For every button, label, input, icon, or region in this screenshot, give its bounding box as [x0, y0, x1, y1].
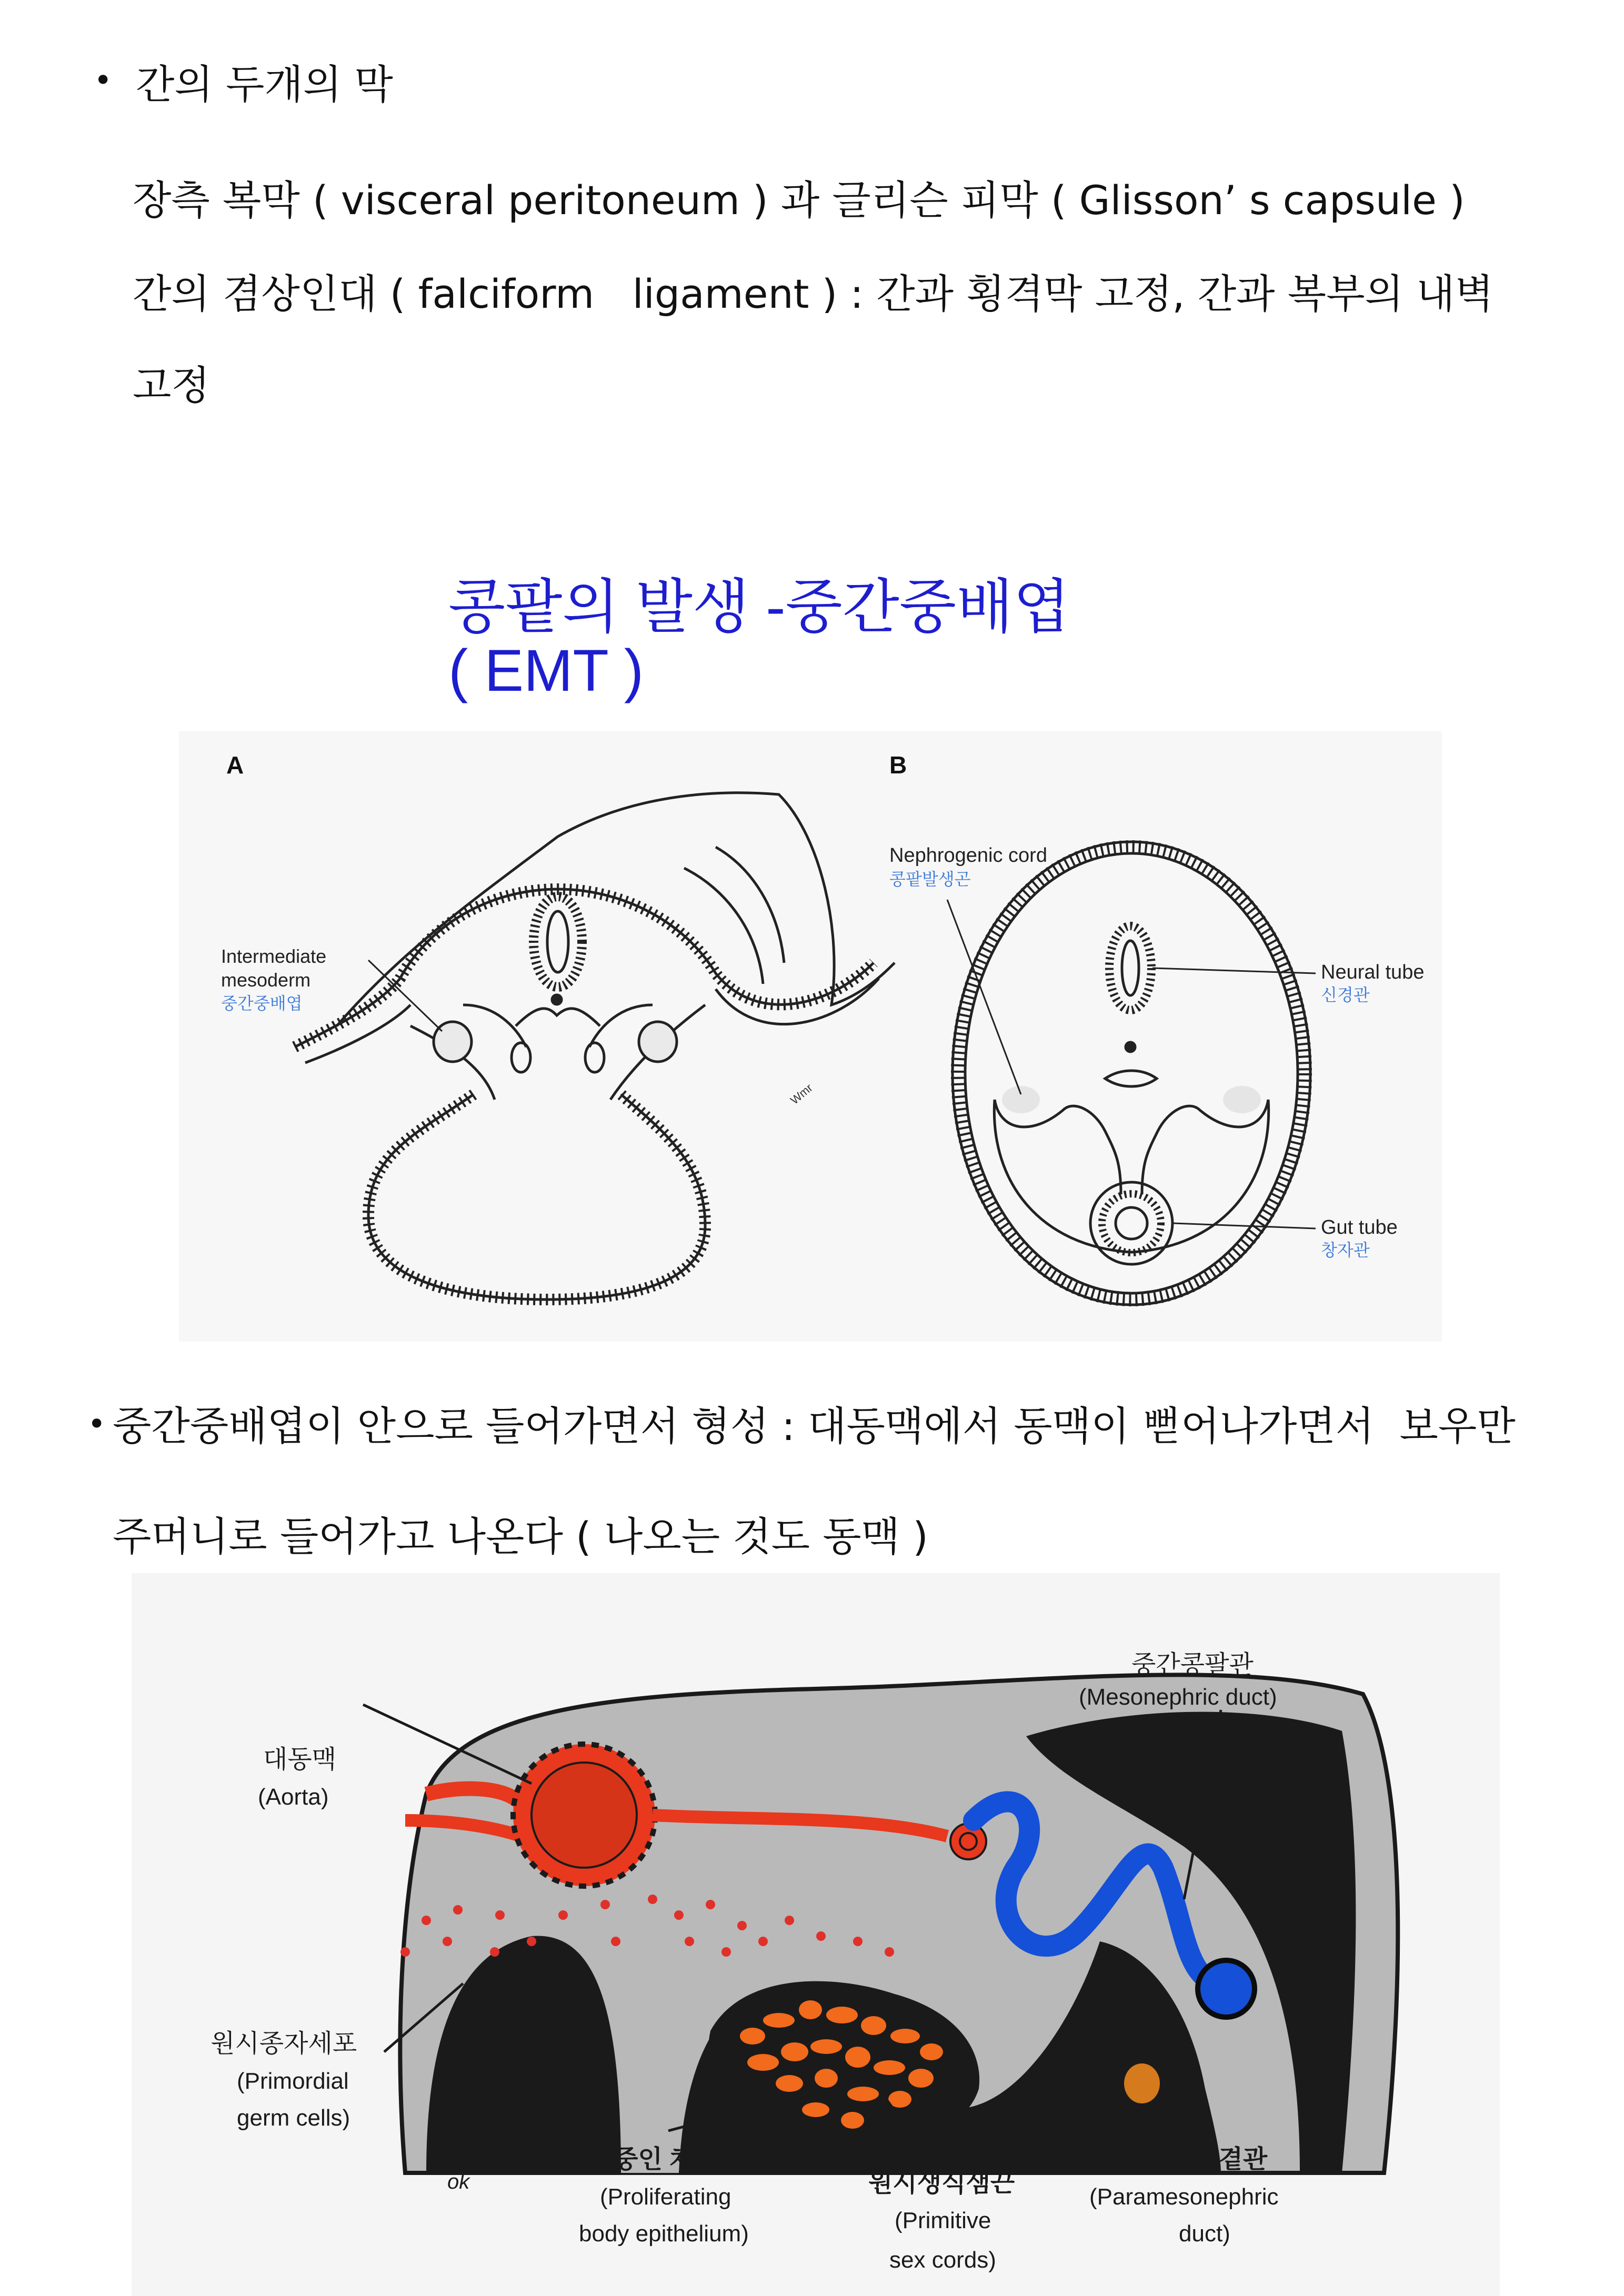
- paramesonephric-duct-label-ko: 중간콩팔곁관: [1121, 2146, 1268, 2173]
- liver-membranes-heading: 간의 두개의 막: [136, 61, 393, 108]
- liver-membranes-line-1: 장측 복막 ( visceral peritoneum ) 과 글리슨 피막 ( Glisson’ s capsule ): [133, 177, 1465, 224]
- mesoderm-note-line-1: 중간중배엽이 안으로 들어가면서 형성 : 대동맥에서 동맥이 뻗어나가면서 보우만: [113, 1403, 1516, 1449]
- paramesonephric-duct-label-en-2: duct): [1179, 2221, 1230, 2247]
- panel-b-letter: B: [889, 751, 907, 779]
- proliferating-epithelium-label-en-2: body epithelium): [579, 2221, 749, 2247]
- liver-membranes-line-2: 간의 겸상인대 ( falciform ligament ) : 간과 횡격막 고정, 간과 복부의 내벽: [133, 270, 1493, 317]
- paramesonephric-duct: [1124, 2063, 1160, 2103]
- mesonephric-duct-label-ko: 중간콩팔관: [1131, 1651, 1254, 1679]
- slide-title-line-2: ( EMT ): [448, 638, 644, 703]
- panel-a-signature: Wmr: [788, 1081, 815, 1107]
- neural-tube-label-en: Neural tube: [1321, 961, 1425, 983]
- mesoderm-note-line-2: 주머니로 들어가고 나온다 ( 나오는 것도 동맥 ): [113, 1513, 928, 1560]
- nephrogenic-cord-label-ko: 콩팥발생곤: [889, 869, 971, 889]
- embryo-cross-section-figure: [179, 731, 1442, 1342]
- bullet-marker: •: [94, 62, 113, 99]
- paramesonephric-duct-label-en-1: (Paramesonephric: [1089, 2184, 1279, 2210]
- mesonephric-duct-lumen: [1198, 1960, 1255, 2017]
- panel-a-letter: A: [226, 751, 244, 779]
- gut-tube-label-en: Gut tube: [1321, 1216, 1398, 1238]
- intermediate-mesoderm-label-ko: 중간중배엽: [221, 993, 303, 1013]
- sex-cords-label-en-2: sex cords): [889, 2247, 996, 2273]
- bullet-marker: •: [87, 1406, 106, 1443]
- proliferating-epithelium-label-ko: 증식 중인 체강상피: [558, 2146, 767, 2173]
- intermediate-mesoderm-label-en-1: Intermediate: [221, 945, 327, 967]
- nephrogenic-cord-label-en: Nephrogenic cord: [889, 844, 1047, 867]
- aorta-label-en: (Aorta): [258, 1784, 329, 1810]
- slide-title-line-1: 콩팥의 발생 -중간중배엽: [448, 574, 1070, 640]
- proliferating-epithelium-label-en-1: (Proliferating: [600, 2184, 731, 2210]
- intermediate-mesoderm-label-en-2: mesoderm: [221, 969, 311, 991]
- aorta-label-ko: 대동맥: [263, 1746, 337, 1774]
- germ-cells-label-ko: 원시종자세포: [210, 2030, 357, 2058]
- sex-cords-label-en-1: (Primitive: [895, 2208, 991, 2233]
- liver-membranes-line-3: 고정: [133, 362, 210, 409]
- mesonephric-duct-label-en: (Mesonephric duct): [1079, 1684, 1277, 1710]
- gut-tube-label-ko: 창자관: [1321, 1240, 1370, 1260]
- figure-signature: ok: [447, 2170, 470, 2193]
- germ-cells-label-en-1: (Primordial: [237, 2068, 349, 2094]
- sex-cords-label-ko: 원시생식샘끈: [868, 2169, 1015, 2197]
- germ-cells-label-en-2: germ cells): [237, 2105, 350, 2131]
- mesonephros-figure: [132, 1573, 1500, 2296]
- neural-tube-label-ko: 신경관: [1321, 985, 1370, 1005]
